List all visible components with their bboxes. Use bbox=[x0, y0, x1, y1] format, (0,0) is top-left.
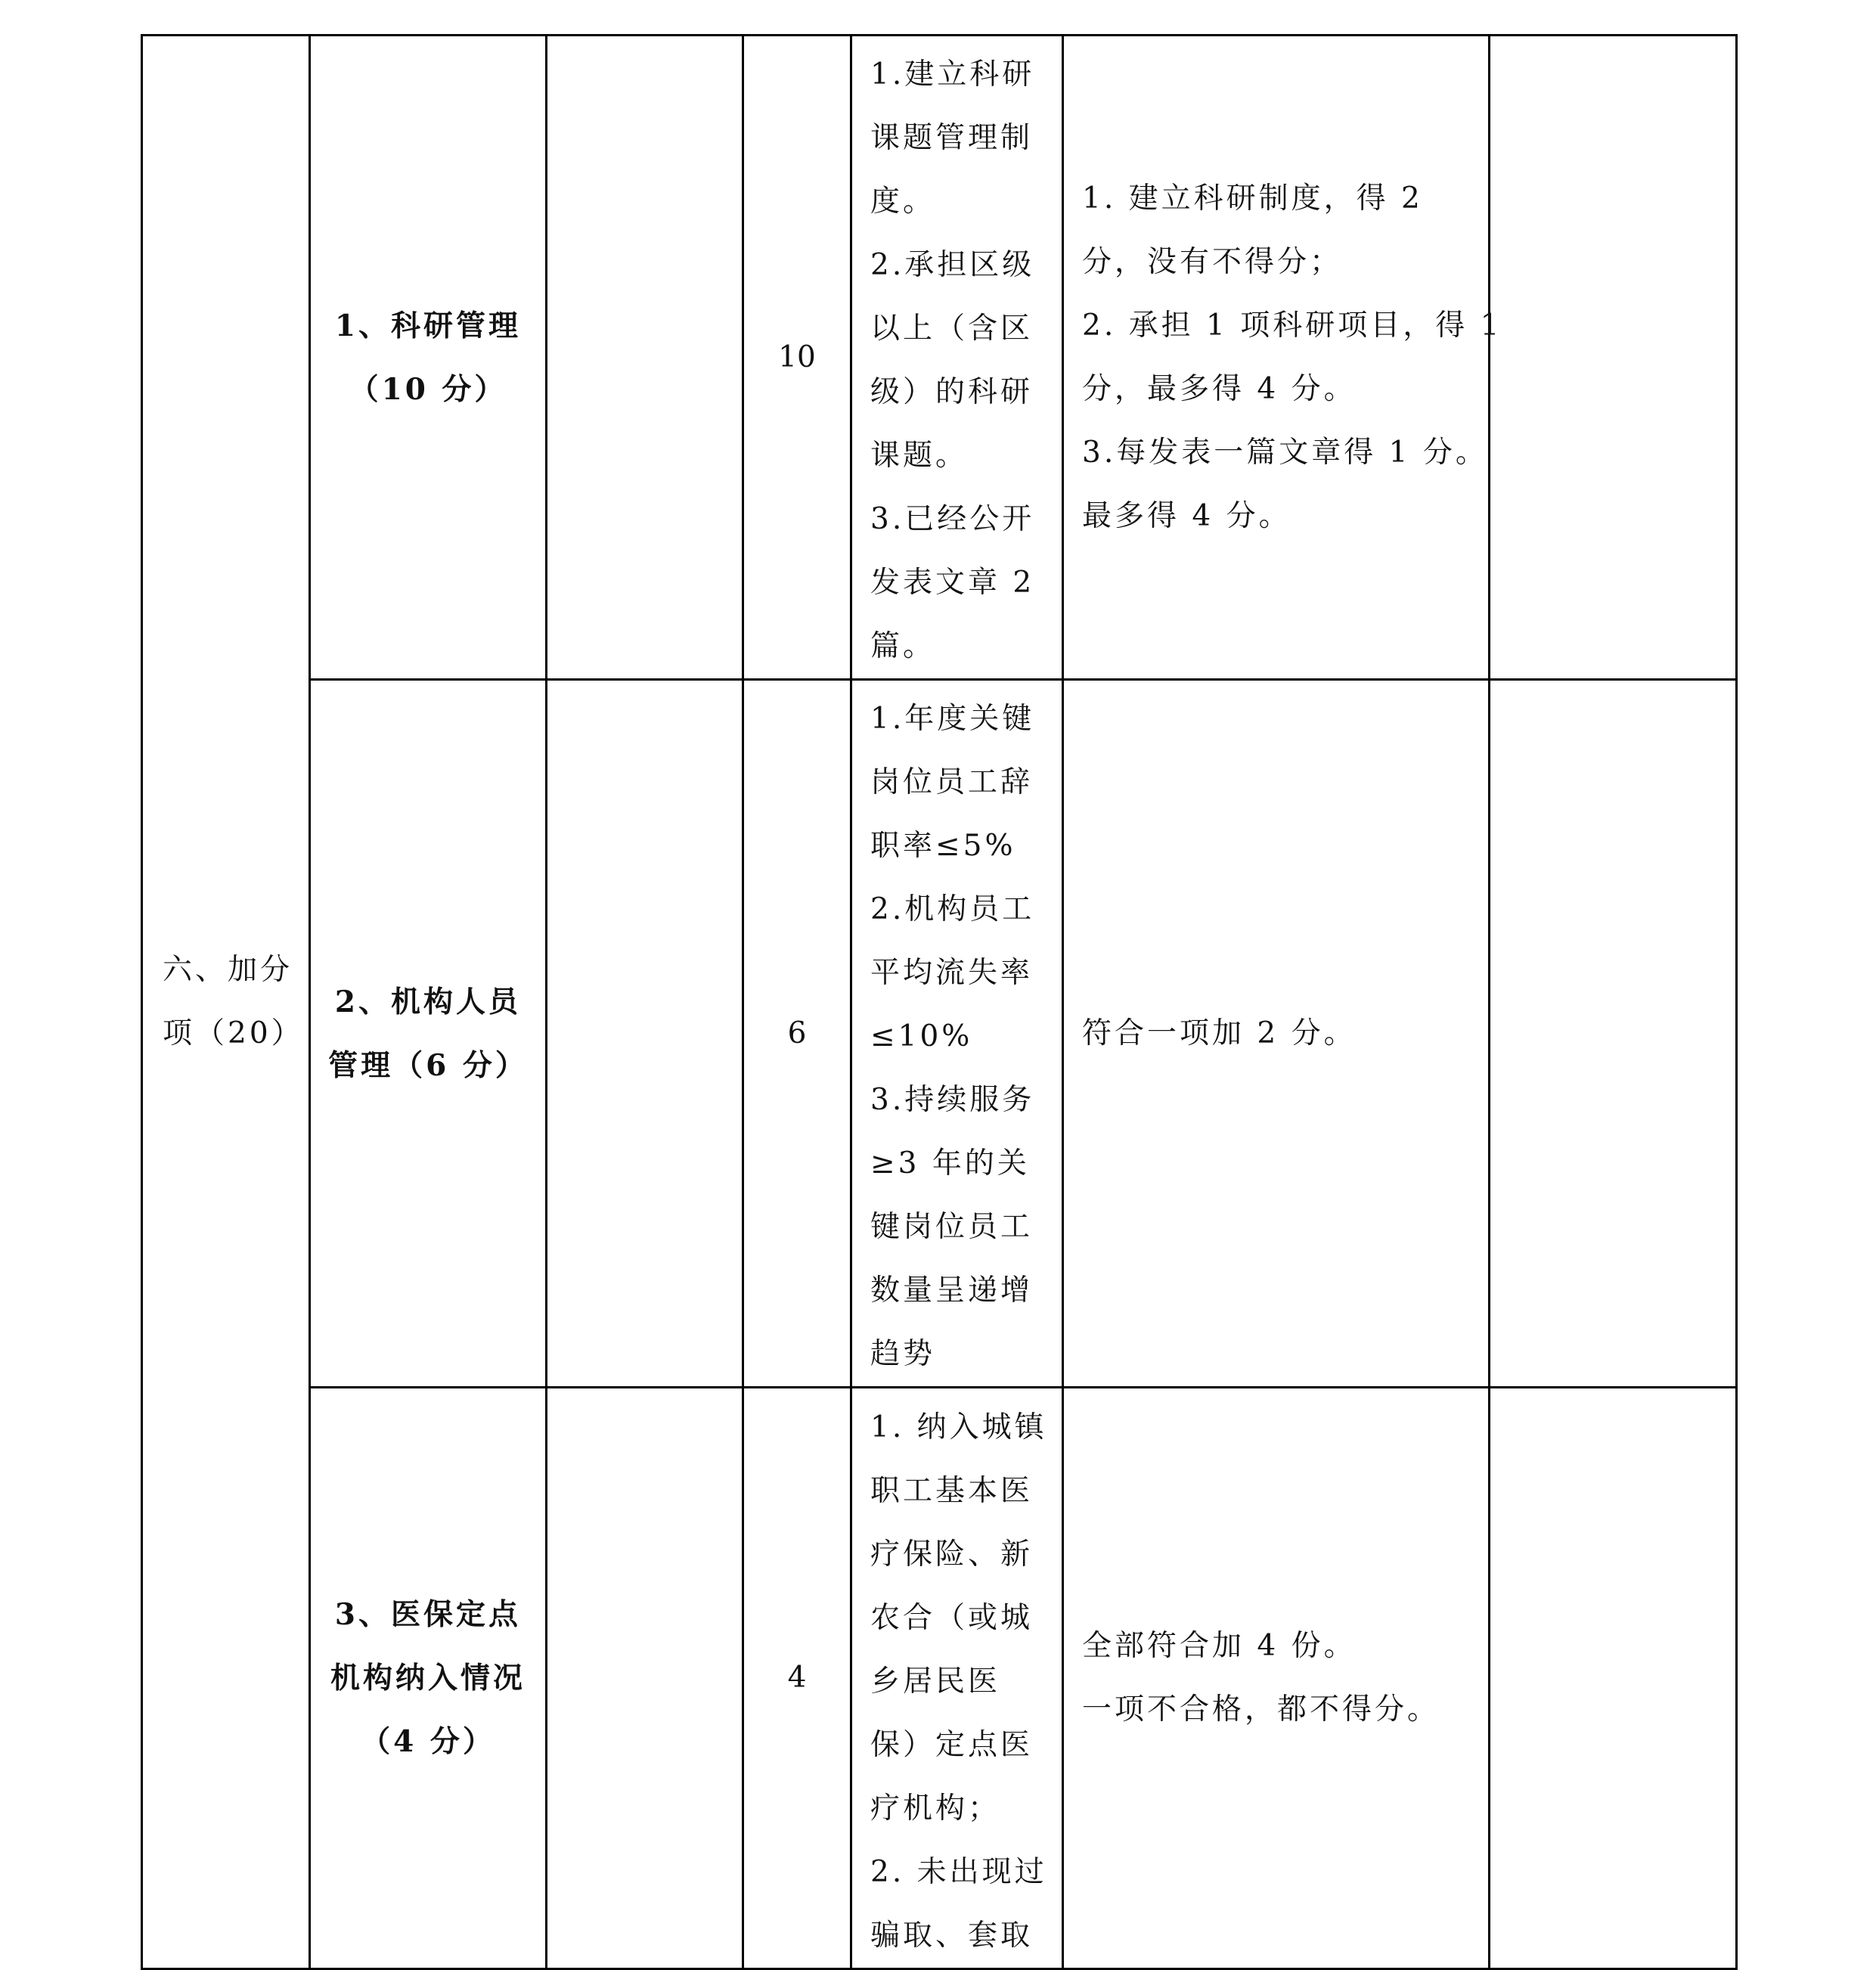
content-line: 级）的科研 bbox=[870, 375, 1034, 409]
score-cell bbox=[743, 680, 851, 1388]
empty-cell bbox=[547, 680, 743, 1388]
content-line: 以上（含区 bbox=[870, 312, 1034, 346]
score-value: 6 bbox=[787, 1016, 807, 1050]
rule-line: 3.每发表一篇文章得 1 分。 bbox=[1082, 435, 1488, 470]
content-line: 保）定点医 bbox=[870, 1728, 1034, 1762]
content-line: 疗机构； bbox=[870, 1792, 1001, 1826]
item-title: （4 分） bbox=[361, 1724, 495, 1759]
rule-line: 2. 承担 1 项科研项目，得 1 bbox=[1082, 308, 1502, 343]
rule-line: 1. 建立科研制度，得 2 bbox=[1082, 181, 1423, 216]
rule-line: 符合一项加 2 分。 bbox=[1082, 1016, 1357, 1050]
content-line: 3.持续服务 bbox=[870, 1083, 1035, 1117]
item-cell bbox=[310, 36, 547, 680]
rule-cell bbox=[1063, 36, 1502, 680]
rule-line: 分，没有不得分； bbox=[1082, 244, 1343, 279]
empty-cell bbox=[547, 36, 743, 680]
category-text: 六、加分 bbox=[163, 953, 293, 987]
content-line: 骗取、套取 bbox=[870, 1919, 1034, 1953]
content-line: 1.年度关键 bbox=[870, 702, 1035, 736]
content-line: ≥3 年的关 bbox=[870, 1146, 1030, 1180]
content-line: 乡居民医 bbox=[870, 1664, 1001, 1699]
category-cell bbox=[142, 36, 310, 1969]
content-line: 岗位员工辞 bbox=[870, 765, 1034, 799]
content-line: 平均流失率 bbox=[870, 956, 1034, 990]
rule-cell bbox=[1063, 1388, 1490, 1969]
rule-line: 一项不合格，都不得分。 bbox=[1082, 1692, 1440, 1726]
rule-cell bbox=[1063, 680, 1490, 1388]
table-row bbox=[142, 36, 1737, 680]
item-cell bbox=[310, 680, 547, 1388]
content-line: 度。 bbox=[870, 185, 936, 219]
content-line: 课题。 bbox=[870, 439, 969, 473]
content-line: 键岗位员工 bbox=[870, 1210, 1034, 1244]
empty-cell bbox=[1490, 1388, 1737, 1969]
empty-cell bbox=[1490, 36, 1737, 680]
content-line: 疗保险、新 bbox=[870, 1537, 1034, 1571]
item-title: 管理（6 分） bbox=[328, 1047, 528, 1083]
rule-line: 全部符合加 4 份。 bbox=[1082, 1629, 1357, 1663]
item-title: 1、科研管理 bbox=[334, 308, 522, 343]
rule-line: 分，最多得 4 分。 bbox=[1082, 371, 1357, 406]
scoring-table bbox=[141, 34, 1738, 1970]
content-line: 农合（或城 bbox=[870, 1601, 1034, 1635]
table-row bbox=[142, 680, 1737, 1388]
content-line: 职工基本医 bbox=[870, 1474, 1034, 1508]
content-line: 发表文章 2 bbox=[870, 566, 1035, 600]
content-line: 篇。 bbox=[870, 629, 936, 663]
empty-cell bbox=[547, 1388, 743, 1969]
item-cell bbox=[310, 1388, 547, 1969]
content-line: 职率≤5% bbox=[870, 829, 1016, 863]
category-text: 项（20） bbox=[163, 1016, 304, 1050]
content-line: 2.机构员工 bbox=[870, 892, 1035, 926]
content-line: 1. 纳入城镇 bbox=[870, 1410, 1047, 1444]
content-line: 数量呈递增 bbox=[870, 1274, 1034, 1308]
content-line: ≤10% bbox=[870, 1019, 973, 1053]
empty-cell bbox=[1490, 680, 1737, 1388]
content-cell bbox=[851, 36, 1063, 680]
item-title: （10 分） bbox=[349, 371, 507, 407]
item-title: 3、医保定点 bbox=[334, 1597, 522, 1632]
score-value: 10 bbox=[778, 340, 816, 374]
score-cell bbox=[743, 1388, 851, 1969]
content-line: 2. 未出现过 bbox=[870, 1855, 1047, 1889]
table-row bbox=[142, 1388, 1737, 1969]
item-title: 机构纳入情况 bbox=[330, 1661, 526, 1695]
score-value: 4 bbox=[787, 1661, 807, 1695]
content-cell bbox=[851, 680, 1063, 1388]
content-line: 2.承担区级 bbox=[870, 248, 1035, 282]
content-line: 课题管理制 bbox=[870, 121, 1034, 155]
item-title: 2、机构人员 bbox=[334, 984, 522, 1019]
content-line: 趋势 bbox=[870, 1337, 936, 1371]
content-line: 3.已经公开 bbox=[870, 502, 1035, 536]
rule-line: 最多得 4 分。 bbox=[1082, 498, 1291, 533]
content-line: 1.建立科研 bbox=[870, 57, 1035, 92]
content-cell bbox=[851, 1388, 1063, 1969]
score-cell bbox=[743, 36, 851, 680]
